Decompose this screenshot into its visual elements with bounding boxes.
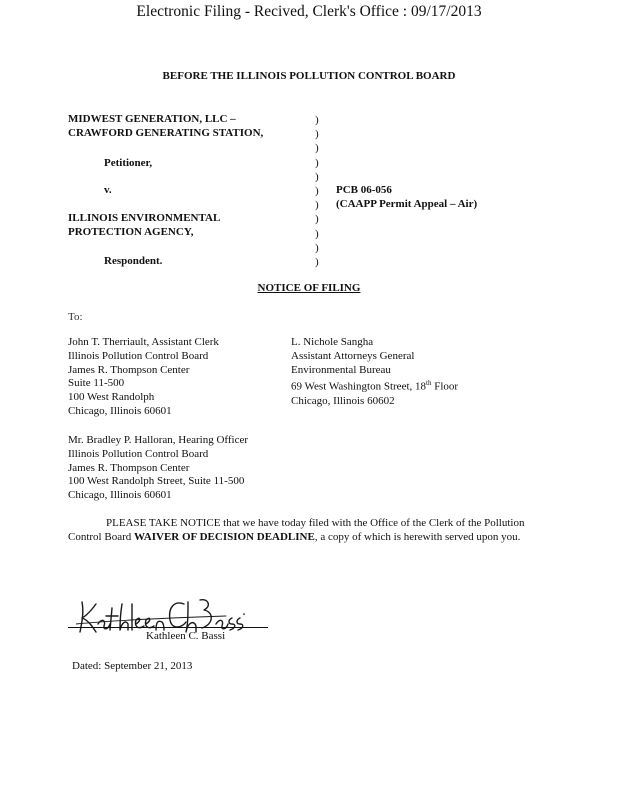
address-line: Chicago, Illinois 60601 [68,404,172,417]
recipient-hearing-officer-address [68,434,248,503]
recipient-clerk-address [68,336,219,419]
address-line: Assistant Attorneys General [291,349,415,362]
notice-text: that we have today filed with the Office of the Clerk of the Pollution Control Board [68,517,525,543]
address-line: Suite 11-500 [68,377,125,390]
notice-lead: PLEASE TAKE NOTICE [106,517,221,529]
signature-line [68,627,268,628]
address-line: James R. Thompson Center [68,363,190,376]
address-line: Mr. Bradley P. Halloran, Hearing Officer [68,434,249,446]
notice-title: NOTICE OF FILING [257,282,361,294]
to-label: To: [68,311,83,323]
electronic-filing-stamp: Electronic Filing - Recived, Clerk's Office : 09/17/2013 [136,3,482,20]
address-line: Illinois Pollution Control Board [68,349,209,362]
petitioner-name-line1: MIDWEST GENERATION, LLC – [68,113,236,125]
case-type: (CAAPP Permit Appeal – Air) [336,198,478,210]
address-line: Chicago, Illinois 60601 [68,489,172,502]
address-line: James R. Thompson Center [68,461,190,474]
street-text: 69 West Washington Street, 18 [291,381,427,394]
floor-text: Floor [431,381,459,394]
respondent-role: Respondent. [104,255,163,267]
address-line: Environmental Bureau [291,363,391,376]
versus: v. [104,184,112,196]
address-line: Illinois Pollution Control Board [68,447,209,460]
notice-body-paragraph [68,516,538,544]
address-line: 100 West Randolph [68,391,155,404]
dated-line: Dated: September 21, 2013 [72,660,193,672]
board-heading: BEFORE THE ILLINOIS POLLUTION CONTROL BOARD [162,70,456,82]
respondent-name-line2: PROTECTION AGENCY, [68,226,194,238]
address-line: Chicago, Illinois 60602 [291,394,395,407]
address-line [291,377,458,394]
signer-printed-name: Kathleen C. Bassi [146,630,226,642]
ordinal-suffix: th [426,379,432,388]
address-line: 100 West Randolph Street, Suite 11-500 [68,475,245,488]
address-line: John T. Therriault, Assistant Clerk [68,336,219,348]
notice-text-end: , a copy of which is herewith served upon you. [314,531,521,543]
address-line: L. Nichole Sangha [291,336,374,348]
case-number: PCB 06-056 [336,184,392,196]
caption-parentheses: ) ) ) ) ) ) ) ) ) ) ) [315,114,319,268]
petitioner-role: Petitioner, [104,157,153,169]
petitioner-name-line2: CRAWFORD GENERATING STATION, [68,127,264,139]
recipient-attorney-general-address [291,336,458,409]
respondent-name-line1: ILLINOIS ENVIRONMENTAL [68,212,221,224]
document-title: WAIVER OF DECISION DEADLINE [134,531,315,543]
